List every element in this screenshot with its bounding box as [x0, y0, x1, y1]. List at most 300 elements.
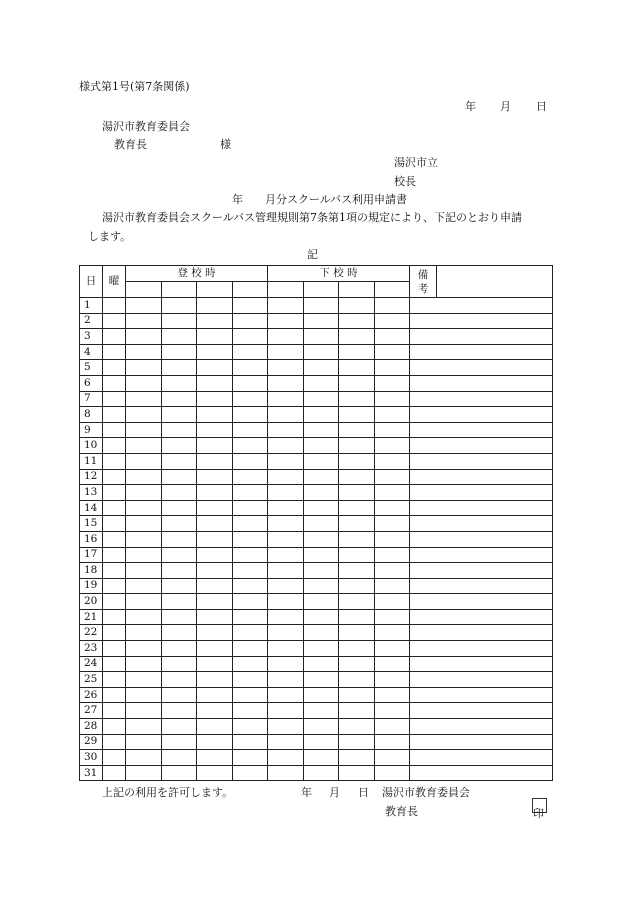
departure-cell[interactable] [268, 719, 304, 735]
arrival-cell[interactable] [162, 641, 197, 657]
weekday-cell[interactable] [103, 360, 126, 376]
departure-cell[interactable] [268, 625, 304, 641]
arrival-cell[interactable] [233, 375, 268, 391]
arrival-cell[interactable] [197, 313, 233, 329]
arrival-cell[interactable] [162, 391, 197, 407]
departure-cell[interactable] [268, 469, 304, 485]
arrival-cell[interactable] [197, 672, 233, 688]
arrival-cell[interactable] [162, 765, 197, 781]
departure-cell[interactable] [268, 438, 304, 454]
weekday-cell[interactable] [103, 485, 126, 501]
arrival-cell[interactable] [197, 641, 233, 657]
arrival-cell[interactable] [162, 547, 197, 563]
departure-cell[interactable] [268, 422, 304, 438]
arrival-cell[interactable] [233, 485, 268, 501]
arrival-cell[interactable] [233, 344, 268, 360]
departure-cell[interactable] [375, 438, 410, 454]
departure-cell[interactable] [375, 672, 410, 688]
arrival-cell[interactable] [233, 453, 268, 469]
weekday-cell[interactable] [103, 453, 126, 469]
departure-cell[interactable] [268, 531, 304, 547]
remarks-cell[interactable] [410, 485, 553, 501]
departure-cell[interactable] [339, 422, 375, 438]
arrival-cell[interactable] [233, 578, 268, 594]
departure-cell[interactable] [268, 578, 304, 594]
remarks-cell[interactable] [410, 329, 553, 345]
departure-cell[interactable] [375, 485, 410, 501]
departure-cell[interactable] [339, 500, 375, 516]
departure-cell[interactable] [268, 360, 304, 376]
departure-cell[interactable] [304, 765, 339, 781]
arrival-cell[interactable] [162, 469, 197, 485]
arrival-cell[interactable] [233, 687, 268, 703]
arrival-cell[interactable] [162, 453, 197, 469]
arrival-cell[interactable] [126, 641, 162, 657]
weekday-cell[interactable] [103, 329, 126, 345]
departure-cell[interactable] [375, 391, 410, 407]
departure-cell[interactable] [339, 313, 375, 329]
departure-cell[interactable] [268, 687, 304, 703]
weekday-cell[interactable] [103, 656, 126, 672]
arrival-cell[interactable] [197, 563, 233, 579]
departure-cell[interactable] [304, 344, 339, 360]
remarks-cell[interactable] [410, 563, 553, 579]
departure-cell[interactable] [339, 329, 375, 345]
arrival-cell[interactable] [233, 407, 268, 423]
arrival-cell[interactable] [162, 594, 197, 610]
departure-cell[interactable] [268, 391, 304, 407]
departure-cell[interactable] [375, 563, 410, 579]
weekday-cell[interactable] [103, 531, 126, 547]
arrival-cell[interactable] [233, 765, 268, 781]
weekday-cell[interactable] [103, 422, 126, 438]
departure-cell[interactable] [339, 516, 375, 532]
departure-cell[interactable] [268, 453, 304, 469]
weekday-cell[interactable] [103, 407, 126, 423]
departure-cell[interactable] [304, 298, 339, 314]
departure-cell[interactable] [304, 422, 339, 438]
weekday-cell[interactable] [103, 500, 126, 516]
arrival-cell[interactable] [197, 625, 233, 641]
weekday-cell[interactable] [103, 516, 126, 532]
arrival-cell[interactable] [162, 531, 197, 547]
weekday-cell[interactable] [103, 672, 126, 688]
remarks-cell[interactable] [410, 547, 553, 563]
arrival-cell[interactable] [197, 750, 233, 766]
remarks-cell[interactable] [410, 453, 553, 469]
arrival-cell[interactable] [197, 438, 233, 454]
departure-cell[interactable] [339, 344, 375, 360]
remarks-cell[interactable] [410, 625, 553, 641]
departure-cell[interactable] [268, 750, 304, 766]
departure-cell[interactable] [304, 375, 339, 391]
arrival-cell[interactable] [162, 625, 197, 641]
arrival-cell[interactable] [233, 469, 268, 485]
weekday-cell[interactable] [103, 438, 126, 454]
departure-cell[interactable] [375, 469, 410, 485]
departure-cell[interactable] [304, 609, 339, 625]
remarks-cell[interactable] [410, 750, 553, 766]
departure-cell[interactable] [375, 422, 410, 438]
arrival-cell[interactable] [162, 750, 197, 766]
departure-cell[interactable] [375, 531, 410, 547]
departure-cell[interactable] [375, 453, 410, 469]
departure-cell[interactable] [375, 719, 410, 735]
arrival-cell[interactable] [162, 407, 197, 423]
arrival-cell[interactable] [162, 298, 197, 314]
remarks-cell[interactable] [410, 344, 553, 360]
arrival-cell[interactable] [126, 329, 162, 345]
arrival-cell[interactable] [126, 734, 162, 750]
arrival-cell[interactable] [233, 656, 268, 672]
arrival-cell[interactable] [126, 360, 162, 376]
departure-cell[interactable] [268, 594, 304, 610]
arrival-cell[interactable] [233, 516, 268, 532]
departure-cell[interactable] [268, 765, 304, 781]
departure-cell[interactable] [304, 531, 339, 547]
departure-cell[interactable] [268, 734, 304, 750]
departure-cell[interactable] [304, 594, 339, 610]
departure-cell[interactable] [339, 578, 375, 594]
remarks-cell[interactable] [410, 734, 553, 750]
remarks-cell[interactable] [410, 672, 553, 688]
departure-cell[interactable] [339, 703, 375, 719]
departure-cell[interactable] [268, 375, 304, 391]
departure-cell[interactable] [304, 750, 339, 766]
arrival-cell[interactable] [162, 687, 197, 703]
departure-cell[interactable] [268, 563, 304, 579]
remarks-cell[interactable] [410, 375, 553, 391]
arrival-cell[interactable] [233, 594, 268, 610]
departure-cell[interactable] [375, 609, 410, 625]
weekday-cell[interactable] [103, 547, 126, 563]
departure-cell[interactable] [375, 360, 410, 376]
remarks-cell[interactable] [410, 641, 553, 657]
remarks-cell[interactable] [410, 422, 553, 438]
arrival-cell[interactable] [197, 719, 233, 735]
arrival-cell[interactable] [233, 531, 268, 547]
arrival-cell[interactable] [126, 547, 162, 563]
departure-cell[interactable] [268, 500, 304, 516]
departure-cell[interactable] [304, 672, 339, 688]
remarks-cell[interactable] [410, 594, 553, 610]
departure-cell[interactable] [339, 453, 375, 469]
arrival-cell[interactable] [233, 625, 268, 641]
remarks-cell[interactable] [410, 765, 553, 781]
weekday-cell[interactable] [103, 594, 126, 610]
departure-cell[interactable] [268, 516, 304, 532]
arrival-cell[interactable] [126, 500, 162, 516]
arrival-cell[interactable] [162, 578, 197, 594]
departure-cell[interactable] [304, 719, 339, 735]
departure-cell[interactable] [339, 765, 375, 781]
arrival-cell[interactable] [197, 656, 233, 672]
departure-cell[interactable] [304, 485, 339, 501]
weekday-cell[interactable] [103, 375, 126, 391]
departure-cell[interactable] [304, 563, 339, 579]
arrival-cell[interactable] [233, 563, 268, 579]
remarks-cell[interactable] [410, 687, 553, 703]
departure-cell[interactable] [375, 313, 410, 329]
arrival-cell[interactable] [197, 391, 233, 407]
arrival-cell[interactable] [126, 453, 162, 469]
remarks-cell[interactable] [410, 360, 553, 376]
departure-cell[interactable] [339, 469, 375, 485]
weekday-cell[interactable] [103, 313, 126, 329]
arrival-cell[interactable] [233, 703, 268, 719]
arrival-cell[interactable] [197, 578, 233, 594]
departure-cell[interactable] [304, 360, 339, 376]
departure-cell[interactable] [304, 547, 339, 563]
departure-cell[interactable] [375, 765, 410, 781]
departure-cell[interactable] [375, 641, 410, 657]
arrival-cell[interactable] [126, 703, 162, 719]
arrival-cell[interactable] [233, 672, 268, 688]
weekday-cell[interactable] [103, 344, 126, 360]
arrival-cell[interactable] [233, 609, 268, 625]
arrival-cell[interactable] [126, 609, 162, 625]
departure-cell[interactable] [304, 641, 339, 657]
departure-cell[interactable] [268, 656, 304, 672]
arrival-cell[interactable] [197, 407, 233, 423]
arrival-cell[interactable] [233, 500, 268, 516]
arrival-cell[interactable] [233, 298, 268, 314]
remarks-cell[interactable] [410, 391, 553, 407]
arrival-cell[interactable] [126, 765, 162, 781]
departure-cell[interactable] [304, 656, 339, 672]
weekday-cell[interactable] [103, 578, 126, 594]
remarks-cell[interactable] [410, 578, 553, 594]
arrival-cell[interactable] [233, 438, 268, 454]
weekday-cell[interactable] [103, 750, 126, 766]
arrival-cell[interactable] [197, 485, 233, 501]
departure-cell[interactable] [339, 719, 375, 735]
departure-cell[interactable] [375, 407, 410, 423]
arrival-cell[interactable] [162, 656, 197, 672]
departure-cell[interactable] [304, 734, 339, 750]
arrival-cell[interactable] [126, 516, 162, 532]
arrival-cell[interactable] [126, 750, 162, 766]
arrival-cell[interactable] [197, 500, 233, 516]
arrival-cell[interactable] [197, 360, 233, 376]
departure-cell[interactable] [375, 547, 410, 563]
arrival-cell[interactable] [162, 703, 197, 719]
arrival-cell[interactable] [126, 469, 162, 485]
departure-cell[interactable] [375, 578, 410, 594]
weekday-cell[interactable] [103, 469, 126, 485]
departure-cell[interactable] [268, 547, 304, 563]
departure-cell[interactable] [375, 500, 410, 516]
departure-cell[interactable] [339, 750, 375, 766]
arrival-cell[interactable] [162, 672, 197, 688]
remarks-cell[interactable] [410, 656, 553, 672]
departure-cell[interactable] [304, 625, 339, 641]
arrival-cell[interactable] [233, 641, 268, 657]
departure-cell[interactable] [339, 625, 375, 641]
departure-cell[interactable] [268, 329, 304, 345]
remarks-cell[interactable] [410, 298, 553, 314]
arrival-cell[interactable] [126, 578, 162, 594]
arrival-cell[interactable] [162, 563, 197, 579]
arrival-cell[interactable] [197, 547, 233, 563]
arrival-cell[interactable] [197, 609, 233, 625]
arrival-cell[interactable] [197, 703, 233, 719]
arrival-cell[interactable] [233, 391, 268, 407]
departure-cell[interactable] [339, 531, 375, 547]
arrival-cell[interactable] [126, 422, 162, 438]
departure-cell[interactable] [375, 703, 410, 719]
arrival-cell[interactable] [197, 516, 233, 532]
departure-cell[interactable] [339, 547, 375, 563]
departure-cell[interactable] [304, 687, 339, 703]
departure-cell[interactable] [375, 656, 410, 672]
arrival-cell[interactable] [126, 407, 162, 423]
arrival-cell[interactable] [197, 687, 233, 703]
arrival-cell[interactable] [162, 360, 197, 376]
arrival-cell[interactable] [126, 656, 162, 672]
arrival-cell[interactable] [197, 344, 233, 360]
departure-cell[interactable] [304, 438, 339, 454]
arrival-cell[interactable] [162, 329, 197, 345]
arrival-cell[interactable] [126, 391, 162, 407]
arrival-cell[interactable] [233, 750, 268, 766]
arrival-cell[interactable] [197, 453, 233, 469]
departure-cell[interactable] [375, 344, 410, 360]
departure-cell[interactable] [304, 500, 339, 516]
arrival-cell[interactable] [126, 298, 162, 314]
departure-cell[interactable] [339, 687, 375, 703]
arrival-cell[interactable] [233, 313, 268, 329]
weekday-cell[interactable] [103, 719, 126, 735]
arrival-cell[interactable] [126, 485, 162, 501]
departure-cell[interactable] [304, 453, 339, 469]
arrival-cell[interactable] [126, 531, 162, 547]
arrival-cell[interactable] [197, 469, 233, 485]
remarks-cell[interactable] [410, 407, 553, 423]
remarks-cell[interactable] [410, 609, 553, 625]
departure-cell[interactable] [339, 485, 375, 501]
weekday-cell[interactable] [103, 625, 126, 641]
departure-cell[interactable] [339, 734, 375, 750]
arrival-cell[interactable] [126, 344, 162, 360]
weekday-cell[interactable] [103, 703, 126, 719]
arrival-cell[interactable] [233, 329, 268, 345]
departure-cell[interactable] [339, 609, 375, 625]
departure-cell[interactable] [304, 578, 339, 594]
remarks-cell[interactable] [410, 719, 553, 735]
remarks-cell[interactable] [410, 500, 553, 516]
arrival-cell[interactable] [162, 609, 197, 625]
remarks-cell[interactable] [410, 469, 553, 485]
departure-cell[interactable] [304, 516, 339, 532]
departure-cell[interactable] [304, 313, 339, 329]
departure-cell[interactable] [304, 407, 339, 423]
departure-cell[interactable] [375, 750, 410, 766]
departure-cell[interactable] [375, 687, 410, 703]
departure-cell[interactable] [339, 641, 375, 657]
arrival-cell[interactable] [197, 531, 233, 547]
arrival-cell[interactable] [126, 672, 162, 688]
arrival-cell[interactable] [162, 344, 197, 360]
arrival-cell[interactable] [162, 422, 197, 438]
departure-cell[interactable] [339, 563, 375, 579]
arrival-cell[interactable] [126, 625, 162, 641]
arrival-cell[interactable] [126, 375, 162, 391]
arrival-cell[interactable] [197, 422, 233, 438]
arrival-cell[interactable] [197, 375, 233, 391]
arrival-cell[interactable] [162, 719, 197, 735]
arrival-cell[interactable] [233, 719, 268, 735]
arrival-cell[interactable] [197, 765, 233, 781]
departure-cell[interactable] [375, 625, 410, 641]
departure-cell[interactable] [268, 703, 304, 719]
departure-cell[interactable] [304, 391, 339, 407]
weekday-cell[interactable] [103, 391, 126, 407]
weekday-cell[interactable] [103, 298, 126, 314]
arrival-cell[interactable] [162, 313, 197, 329]
remarks-cell[interactable] [410, 313, 553, 329]
departure-cell[interactable] [339, 438, 375, 454]
departure-cell[interactable] [375, 734, 410, 750]
arrival-cell[interactable] [126, 313, 162, 329]
weekday-cell[interactable] [103, 563, 126, 579]
departure-cell[interactable] [268, 313, 304, 329]
departure-cell[interactable] [339, 594, 375, 610]
remarks-cell[interactable] [410, 516, 553, 532]
weekday-cell[interactable] [103, 609, 126, 625]
weekday-cell[interactable] [103, 765, 126, 781]
departure-cell[interactable] [268, 609, 304, 625]
departure-cell[interactable] [339, 391, 375, 407]
departure-cell[interactable] [339, 375, 375, 391]
departure-cell[interactable] [375, 298, 410, 314]
arrival-cell[interactable] [197, 594, 233, 610]
departure-cell[interactable] [268, 407, 304, 423]
departure-cell[interactable] [339, 656, 375, 672]
arrival-cell[interactable] [162, 734, 197, 750]
departure-cell[interactable] [339, 360, 375, 376]
departure-cell[interactable] [304, 469, 339, 485]
remarks-cell[interactable] [410, 531, 553, 547]
arrival-cell[interactable] [162, 375, 197, 391]
arrival-cell[interactable] [162, 438, 197, 454]
arrival-cell[interactable] [233, 734, 268, 750]
arrival-cell[interactable] [233, 422, 268, 438]
arrival-cell[interactable] [162, 516, 197, 532]
arrival-cell[interactable] [197, 734, 233, 750]
arrival-cell[interactable] [233, 547, 268, 563]
arrival-cell[interactable] [197, 298, 233, 314]
departure-cell[interactable] [339, 298, 375, 314]
departure-cell[interactable] [268, 344, 304, 360]
arrival-cell[interactable] [197, 329, 233, 345]
departure-cell[interactable] [375, 594, 410, 610]
arrival-cell[interactable] [233, 360, 268, 376]
weekday-cell[interactable] [103, 734, 126, 750]
remarks-cell[interactable] [410, 438, 553, 454]
arrival-cell[interactable] [162, 500, 197, 516]
remarks-cell[interactable] [410, 703, 553, 719]
arrival-cell[interactable] [126, 594, 162, 610]
arrival-cell[interactable] [126, 719, 162, 735]
departure-cell[interactable] [268, 672, 304, 688]
departure-cell[interactable] [375, 375, 410, 391]
weekday-cell[interactable] [103, 687, 126, 703]
departure-cell[interactable] [375, 329, 410, 345]
arrival-cell[interactable] [162, 485, 197, 501]
departure-cell[interactable] [268, 641, 304, 657]
arrival-cell[interactable] [126, 687, 162, 703]
